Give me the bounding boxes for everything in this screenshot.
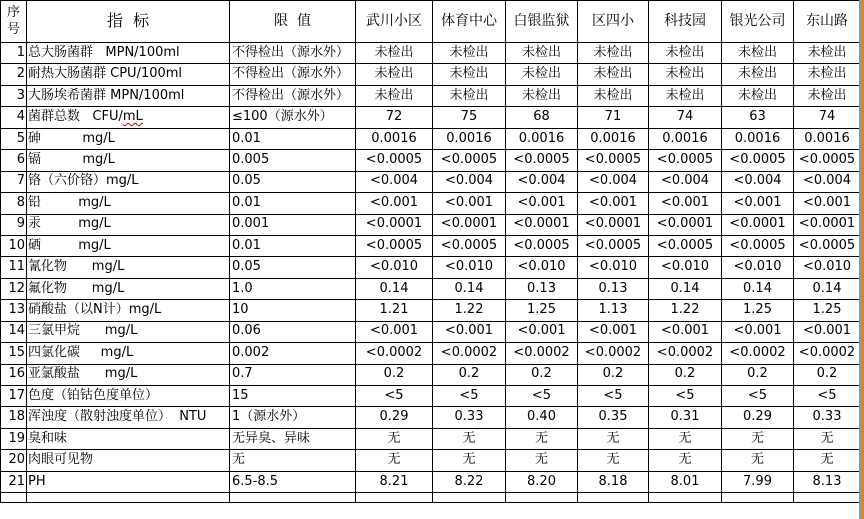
indicator-cell: 硝酸盐（以N计）mg/L (27, 300, 230, 321)
value-cell: <0.001 (433, 193, 506, 214)
partial-cell (27, 493, 230, 503)
table-row (1, 364, 861, 385)
row-number-cell: 16 (1, 364, 27, 385)
value-cell: 未检出 (506, 64, 578, 85)
value-cell: 无 (433, 450, 506, 471)
value-cell: 无 (356, 450, 433, 471)
value-cell: <5 (722, 386, 794, 407)
row-number-cell: 13 (1, 300, 27, 321)
row-number-cell: 2 (1, 64, 27, 85)
indicator-cell: 大肠埃希菌群 MPN/100ml (27, 85, 230, 106)
value-cell: 0.2 (649, 364, 722, 385)
indicator-cell: 氟化物 mg/L (27, 278, 230, 299)
indicator-cell: 四氯化碳 mg/L (27, 343, 230, 364)
value-cell: <0.004 (433, 171, 506, 192)
header-row (1, 1, 861, 43)
value-cell: 无 (356, 428, 433, 449)
value-cell: <0.0002 (649, 343, 722, 364)
indicator-cell: 铬（六价铬）mg/L (27, 171, 230, 192)
table-body (1, 43, 861, 503)
indicator-cell: 肉眼可见物 (27, 450, 230, 471)
value-cell: <0.010 (722, 257, 794, 278)
column-header-site-dongshan: 东山路 (794, 1, 861, 43)
value-cell: <0.0002 (356, 343, 433, 364)
limit-cell: 无异臭、异味 (230, 428, 356, 449)
value-cell: <0.0005 (578, 235, 649, 256)
value-cell: 0.33 (433, 407, 506, 428)
value-cell: 74 (794, 107, 861, 128)
value-cell: 0.0016 (506, 128, 578, 149)
value-cell: 未检出 (722, 64, 794, 85)
value-cell: 未检出 (578, 64, 649, 85)
value-cell: 未检出 (433, 43, 506, 64)
value-cell: 0.0016 (649, 128, 722, 149)
value-cell: 0.0016 (794, 128, 861, 149)
seq-header-line1: 序 (6, 5, 20, 21)
column-header-site-wuchuan: 武川小区 (356, 1, 433, 43)
row-number-cell: 15 (1, 343, 27, 364)
value-cell: 0.14 (794, 278, 861, 299)
row-number-cell: 6 (1, 150, 27, 171)
value-cell: <0.0005 (356, 235, 433, 256)
value-cell: <0.0002 (722, 343, 794, 364)
value-cell: <0.010 (506, 257, 578, 278)
value-cell: <0.001 (506, 321, 578, 342)
value-cell: 0.14 (722, 278, 794, 299)
limit-cell: 10 (230, 300, 356, 321)
value-cell: <0.010 (578, 257, 649, 278)
row-number-cell: 7 (1, 171, 27, 192)
value-cell: <0.0002 (506, 343, 578, 364)
value-cell: 1.25 (794, 300, 861, 321)
value-cell: 8.20 (506, 471, 578, 492)
value-cell: <0.0005 (722, 235, 794, 256)
value-cell: <0.0005 (356, 150, 433, 171)
value-cell: <0.0005 (433, 235, 506, 256)
row-number-cell: 9 (1, 214, 27, 235)
indicator-cell: 总大肠菌群 MPN/100ml (27, 43, 230, 64)
limit-cell: 0.7 (230, 364, 356, 385)
value-cell: 未检出 (356, 85, 433, 106)
table-row (1, 428, 861, 449)
value-cell: 63 (722, 107, 794, 128)
value-cell: 0.14 (433, 278, 506, 299)
row-number-cell: 19 (1, 428, 27, 449)
value-cell: <5 (794, 386, 861, 407)
value-cell: <0.0005 (649, 150, 722, 171)
value-cell: <0.0001 (356, 214, 433, 235)
value-cell: <0.010 (649, 257, 722, 278)
table-row (1, 321, 861, 342)
limit-cell: 不得检出（源水外） (230, 64, 356, 85)
value-cell: 未检出 (506, 85, 578, 106)
column-header-limit: 限 值 (230, 1, 356, 43)
table-row (1, 471, 861, 492)
value-cell: 0.33 (794, 407, 861, 428)
table-header (1, 1, 861, 43)
value-cell: 无 (722, 450, 794, 471)
value-cell: 0.31 (649, 407, 722, 428)
value-cell: <0.001 (506, 193, 578, 214)
value-cell: 0.2 (722, 364, 794, 385)
row-number-cell: 4 (1, 107, 27, 128)
value-cell: <0.0001 (433, 214, 506, 235)
value-cell: 0.0016 (356, 128, 433, 149)
value-cell: 0.13 (578, 278, 649, 299)
value-cell: 1.22 (649, 300, 722, 321)
value-cell: <0.0005 (649, 235, 722, 256)
limit-cell: 0.005 (230, 150, 356, 171)
value-cell: 无 (649, 428, 722, 449)
limit-cell: 0.01 (230, 193, 356, 214)
value-cell: 0.13 (506, 278, 578, 299)
table-row (1, 85, 861, 106)
value-cell: 无 (433, 428, 506, 449)
value-cell: 71 (578, 107, 649, 128)
table-row (1, 343, 861, 364)
limit-cell: 0.05 (230, 257, 356, 278)
partial-cell (356, 493, 433, 503)
value-cell: 1.21 (356, 300, 433, 321)
row-number-cell: 12 (1, 278, 27, 299)
value-cell: 0.40 (506, 407, 578, 428)
value-cell: 8.22 (433, 471, 506, 492)
table-row (1, 171, 861, 192)
value-cell: 无 (506, 450, 578, 471)
partial-cell (578, 493, 649, 503)
value-cell: 0.35 (578, 407, 649, 428)
row-number-cell: 14 (1, 321, 27, 342)
table-row (1, 43, 861, 64)
row-number-cell: 18 (1, 407, 27, 428)
value-cell: <0.0002 (433, 343, 506, 364)
value-cell: 未检出 (794, 64, 861, 85)
value-cell: 未检出 (649, 85, 722, 106)
column-header-site-yinguang: 银光公司 (722, 1, 794, 43)
value-cell: 0.2 (506, 364, 578, 385)
row-number-cell: 8 (1, 193, 27, 214)
value-cell: <0.004 (506, 171, 578, 192)
partial-cell (433, 493, 506, 503)
value-cell: <5 (578, 386, 649, 407)
indicator-cell: 色度（铂钴色度单位） (27, 386, 230, 407)
partial-cell (722, 493, 794, 503)
indicator-cell: 浑浊度（散射浊度单位） NTU (27, 407, 230, 428)
value-cell: <0.010 (794, 257, 861, 278)
value-cell: <0.0002 (578, 343, 649, 364)
value-cell: 75 (433, 107, 506, 128)
seq-header-line2: 号 (6, 21, 20, 37)
value-cell: <5 (433, 386, 506, 407)
value-cell: <0.001 (722, 321, 794, 342)
limit-cell: 0.002 (230, 343, 356, 364)
column-header-site-keji: 科技园 (649, 1, 722, 43)
limit-cell: 0.01 (230, 235, 356, 256)
partial-cell (230, 493, 356, 503)
value-cell: 0.14 (356, 278, 433, 299)
row-number-cell: 17 (1, 386, 27, 407)
value-cell: <0.001 (794, 321, 861, 342)
value-cell: 0.2 (356, 364, 433, 385)
value-cell: 未检出 (722, 43, 794, 64)
table-row (1, 257, 861, 278)
value-cell: 未检出 (794, 43, 861, 64)
value-cell: 无 (506, 428, 578, 449)
limit-cell: 无 (230, 450, 356, 471)
value-cell: 0.0016 (433, 128, 506, 149)
value-cell: <0.001 (722, 193, 794, 214)
value-cell: 未检出 (433, 64, 506, 85)
table-row (1, 193, 861, 214)
partial-cell (794, 493, 861, 503)
table-row (1, 214, 861, 235)
limit-cell: ≤100（源水外） (230, 107, 356, 128)
value-cell: <0.004 (356, 171, 433, 192)
indicator-cell: 铅 mg/L (27, 193, 230, 214)
column-header-indicator: 指 标 (27, 1, 230, 43)
value-cell: <0.001 (578, 321, 649, 342)
value-cell: 1.22 (433, 300, 506, 321)
value-cell: 未检出 (506, 43, 578, 64)
limit-cell: 1.0 (230, 278, 356, 299)
table-row (1, 386, 861, 407)
value-cell: 未检出 (794, 85, 861, 106)
table-row (1, 128, 861, 149)
indicator-cell: 三氯甲烷 mg/L (27, 321, 230, 342)
indicator-cell: 汞 mg/L (27, 214, 230, 235)
value-cell: <5 (649, 386, 722, 407)
value-cell: 68 (506, 107, 578, 128)
value-cell: 8.13 (794, 471, 861, 492)
row-number-cell: 11 (1, 257, 27, 278)
table-row (1, 64, 861, 85)
value-cell: 0.29 (356, 407, 433, 428)
table-row (1, 107, 861, 128)
value-cell: <0.001 (649, 193, 722, 214)
indicator-cell: PH (27, 471, 230, 492)
row-number-cell: 21 (1, 471, 27, 492)
value-cell: 1.13 (578, 300, 649, 321)
value-cell: 1.25 (506, 300, 578, 321)
partial-cell (1, 493, 27, 503)
partial-next-row (1, 493, 861, 503)
partial-cell (649, 493, 722, 503)
value-cell: <0.001 (356, 193, 433, 214)
value-cell: 74 (649, 107, 722, 128)
limit-cell: 0.001 (230, 214, 356, 235)
limit-cell: 不得检出（源水外） (230, 43, 356, 64)
value-cell: 未检出 (649, 64, 722, 85)
value-cell: 未检出 (578, 85, 649, 106)
value-cell: 未检出 (356, 64, 433, 85)
value-cell: 8.01 (649, 471, 722, 492)
value-cell: <0.0001 (506, 214, 578, 235)
value-cell: <0.0001 (722, 214, 794, 235)
indicator-cell: 砷 mg/L (27, 128, 230, 149)
value-cell: 0.2 (794, 364, 861, 385)
spellcheck-squiggle-text: mL (122, 109, 143, 125)
value-cell: <0.0005 (722, 150, 794, 171)
row-number-cell: 20 (1, 450, 27, 471)
value-cell: <0.004 (578, 171, 649, 192)
column-header-site-tiyu: 体育中心 (433, 1, 506, 43)
value-cell: 8.21 (356, 471, 433, 492)
limit-cell: 0.01 (230, 128, 356, 149)
value-cell: <0.010 (433, 257, 506, 278)
value-cell: 未检出 (356, 43, 433, 64)
indicator-cell: 耐热大肠菌群 CPU/100ml (27, 64, 230, 85)
value-cell: 0.0016 (578, 128, 649, 149)
value-cell: 0.2 (578, 364, 649, 385)
table-row (1, 407, 861, 428)
value-cell: <0.004 (649, 171, 722, 192)
value-cell: 未检出 (433, 85, 506, 106)
row-number-cell: 10 (1, 235, 27, 256)
value-cell: 0.14 (649, 278, 722, 299)
table-row (1, 278, 861, 299)
value-cell: 1.25 (722, 300, 794, 321)
value-cell: <0.0005 (506, 150, 578, 171)
value-cell: <0.001 (578, 193, 649, 214)
value-cell: <0.0005 (794, 150, 861, 171)
limit-cell: 不得检出（源水外） (230, 85, 356, 106)
value-cell: <0.010 (356, 257, 433, 278)
indicator-cell: 氰化物 mg/L (27, 257, 230, 278)
value-cell: 无 (649, 450, 722, 471)
value-cell: 72 (356, 107, 433, 128)
value-cell: 无 (794, 428, 861, 449)
value-cell: <0.001 (794, 193, 861, 214)
value-cell: <0.0002 (794, 343, 861, 364)
table-row (1, 150, 861, 171)
indicator-text: 菌群总数 CFU/ (28, 109, 123, 125)
row-number-cell: 5 (1, 128, 27, 149)
value-cell: <0.0005 (578, 150, 649, 171)
indicator-cell: 亚氯酸盐 mg/L (27, 364, 230, 385)
table-row (1, 300, 861, 321)
row-number-cell: 3 (1, 85, 27, 106)
value-cell: 未检出 (578, 43, 649, 64)
indicator-cell (27, 107, 230, 128)
value-cell: 未检出 (649, 43, 722, 64)
value-cell: 7.99 (722, 471, 794, 492)
value-cell: 8.18 (578, 471, 649, 492)
limit-cell: 0.06 (230, 321, 356, 342)
value-cell: <0.0001 (578, 214, 649, 235)
value-cell: 无 (722, 428, 794, 449)
limit-cell: 1（源水外） (230, 407, 356, 428)
limit-cell: 15 (230, 386, 356, 407)
value-cell: <5 (356, 386, 433, 407)
table-row (1, 235, 861, 256)
value-cell: <5 (506, 386, 578, 407)
value-cell: <0.001 (433, 321, 506, 342)
indicator-cell: 硒 mg/L (27, 235, 230, 256)
value-cell: <0.0005 (433, 150, 506, 171)
value-cell: <0.001 (649, 321, 722, 342)
value-cell: 0.0016 (722, 128, 794, 149)
value-cell: 无 (578, 450, 649, 471)
value-cell: <0.004 (722, 171, 794, 192)
column-header-site-baiyin-prison: 白银监狱 (506, 1, 578, 43)
column-header-site-qusixiao: 区四小 (578, 1, 649, 43)
value-cell: <0.0001 (649, 214, 722, 235)
indicator-cell: 臭和味 (27, 428, 230, 449)
row-number-cell: 1 (1, 43, 27, 64)
value-cell: 未检出 (722, 85, 794, 106)
limit-cell: 0.05 (230, 171, 356, 192)
value-cell: <0.001 (356, 321, 433, 342)
partial-cell (506, 493, 578, 503)
value-cell: <0.004 (794, 171, 861, 192)
value-cell: <0.0001 (794, 214, 861, 235)
value-cell: 0.2 (433, 364, 506, 385)
table-row (1, 450, 861, 471)
limit-cell: 6.5-8.5 (230, 471, 356, 492)
value-cell: 无 (794, 450, 861, 471)
value-cell: <0.0005 (794, 235, 861, 256)
column-header-seq (1, 1, 27, 43)
value-cell: <0.0005 (506, 235, 578, 256)
value-cell: 无 (578, 428, 649, 449)
indicator-cell: 镉 mg/L (27, 150, 230, 171)
value-cell: 0.29 (722, 407, 794, 428)
